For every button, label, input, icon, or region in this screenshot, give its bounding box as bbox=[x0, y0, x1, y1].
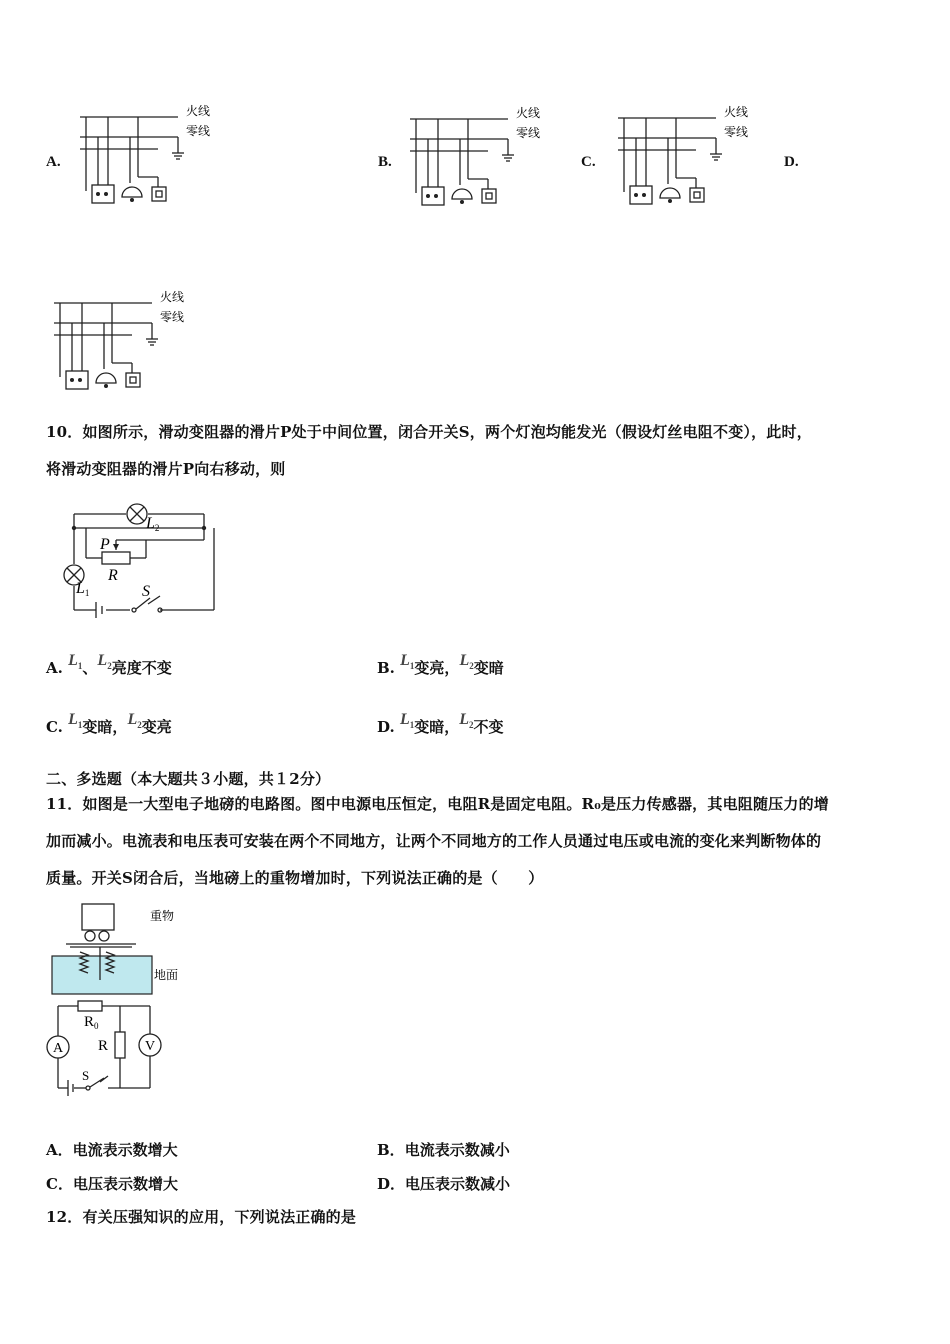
option-letter: D. bbox=[377, 718, 395, 736]
q9-option-b-letter: B. bbox=[378, 154, 392, 170]
q10-circuit-svg bbox=[46, 494, 226, 619]
option-letter: A． bbox=[46, 1141, 73, 1159]
neutral-wire-label: 零线 bbox=[516, 126, 541, 140]
option-var: $L_1$ bbox=[68, 652, 83, 672]
q10-stem bbox=[46, 414, 916, 488]
option-text: 变暗， bbox=[82, 718, 128, 736]
option-text: 变亮， bbox=[414, 659, 460, 677]
q11-option-b bbox=[377, 1139, 510, 1160]
q9-diagram-a bbox=[78, 103, 218, 211]
q10-option-a bbox=[46, 652, 172, 679]
q10-option-b bbox=[377, 652, 504, 679]
option-text: 变暗 bbox=[473, 659, 504, 677]
wiring-diagram-b bbox=[408, 105, 548, 213]
option-text: 亮度不变 bbox=[111, 659, 172, 677]
option-letter: C. bbox=[46, 718, 63, 736]
option-var: $L_1$ bbox=[400, 652, 415, 672]
option-letter: C． bbox=[46, 1175, 73, 1193]
option-sep: 、 bbox=[82, 659, 98, 677]
live-wire-label: 火线 bbox=[724, 105, 749, 119]
live-wire-label: 火线 bbox=[186, 104, 211, 118]
option-var: $L_1$ bbox=[68, 711, 83, 731]
weight-label: 重物 bbox=[150, 909, 175, 923]
q11-stem-line2: 加而减小。电流表和电压表可安装在两个不同地方，让两个不同地方的工作人员通过电压或电流的变化来判断物体的 bbox=[46, 832, 822, 850]
option-text: 电压表示数增大 bbox=[72, 1175, 178, 1193]
option-var: $L_2$ bbox=[459, 652, 474, 672]
q9-diagram-d bbox=[52, 289, 192, 397]
q11-option-c bbox=[46, 1173, 178, 1194]
option-text: 变暗， bbox=[414, 718, 460, 736]
option-letter: A. bbox=[46, 659, 63, 677]
q9-diagram-b bbox=[408, 105, 548, 213]
q11-stem bbox=[46, 786, 916, 897]
wiring-diagram-a bbox=[78, 103, 218, 211]
q10-option-d bbox=[377, 711, 504, 738]
option-letter: B． bbox=[377, 1141, 405, 1159]
option-var: $L_2$ bbox=[127, 711, 142, 731]
ammeter-label: A bbox=[53, 1041, 64, 1056]
label-p: P bbox=[100, 536, 110, 553]
option-text: 电压表示数减小 bbox=[405, 1175, 511, 1193]
q10-stem-line2: 将滑动变阻器的滑片P向右移动，则 bbox=[46, 460, 286, 478]
q11-option-a bbox=[46, 1139, 178, 1160]
q11-stem-line3: 质量。开关S闭合后，当地磅上的重物增加时，下列说法正确的是（ ） bbox=[46, 869, 544, 887]
q10-option-c bbox=[46, 711, 172, 738]
label-r0: $R_0$ bbox=[84, 1014, 99, 1031]
option-letter: B. bbox=[377, 659, 395, 677]
live-wire-label: 火线 bbox=[516, 106, 541, 120]
q11-circuit-svg bbox=[40, 902, 210, 1102]
q9-diagram-c bbox=[616, 104, 756, 212]
q10-stem-line1: 10．如图所示，滑动变阻器的滑片P处于中间位置，闭合开关S，两个灯泡均能发光（假设灯丝电阻不变），此时， bbox=[46, 423, 812, 441]
section-2-title: 二、多选题（本大题共３小题，共１2分） bbox=[46, 770, 331, 788]
neutral-wire-label: 零线 bbox=[160, 310, 185, 324]
q9-option-c-letter: C. bbox=[581, 154, 596, 170]
wiring-diagram-d bbox=[52, 289, 192, 397]
label-r: R bbox=[98, 1038, 109, 1054]
q9-option-a-letter: A. bbox=[46, 154, 61, 170]
label-r: R bbox=[108, 567, 118, 584]
option-text: 不变 bbox=[473, 718, 504, 736]
live-wire-label: 火线 bbox=[160, 290, 185, 304]
ground-block bbox=[52, 956, 152, 994]
option-letter: D． bbox=[377, 1175, 406, 1193]
switch-label: S bbox=[82, 1068, 90, 1083]
q10-circuit-diagram bbox=[46, 494, 226, 619]
q12-stem: 12．有关压强知识的应用，下列说法正确的是 bbox=[46, 1208, 357, 1226]
q9-option-d-letter: D. bbox=[784, 154, 799, 170]
option-var: $L_2$ bbox=[97, 652, 112, 672]
voltmeter-label: V bbox=[145, 1039, 156, 1054]
option-text: 电流表示数增大 bbox=[72, 1141, 178, 1159]
q11-stem-line1: 11．如图是一大型电子地磅的电路图。图中电源电压恒定，电阻R是固定电阻。R₀是压力传感器，其电阻随压力的增 bbox=[46, 795, 829, 813]
option-var: $L_2$ bbox=[459, 711, 474, 731]
label-l2: L2 bbox=[146, 515, 160, 533]
wiring-diagram-c bbox=[616, 104, 756, 212]
neutral-wire-label: 零线 bbox=[724, 125, 749, 139]
option-text: 电流表示数减小 bbox=[404, 1141, 510, 1159]
option-text: 变亮 bbox=[141, 718, 172, 736]
q11-weighbridge-diagram bbox=[40, 902, 210, 1102]
label-s: S bbox=[142, 583, 150, 600]
ground-label: 地面 bbox=[154, 968, 179, 982]
option-var: $L_1$ bbox=[399, 711, 415, 731]
label-l1: L1 bbox=[76, 580, 90, 598]
q11-option-d bbox=[377, 1173, 510, 1194]
neutral-wire-label: 零线 bbox=[186, 124, 211, 138]
